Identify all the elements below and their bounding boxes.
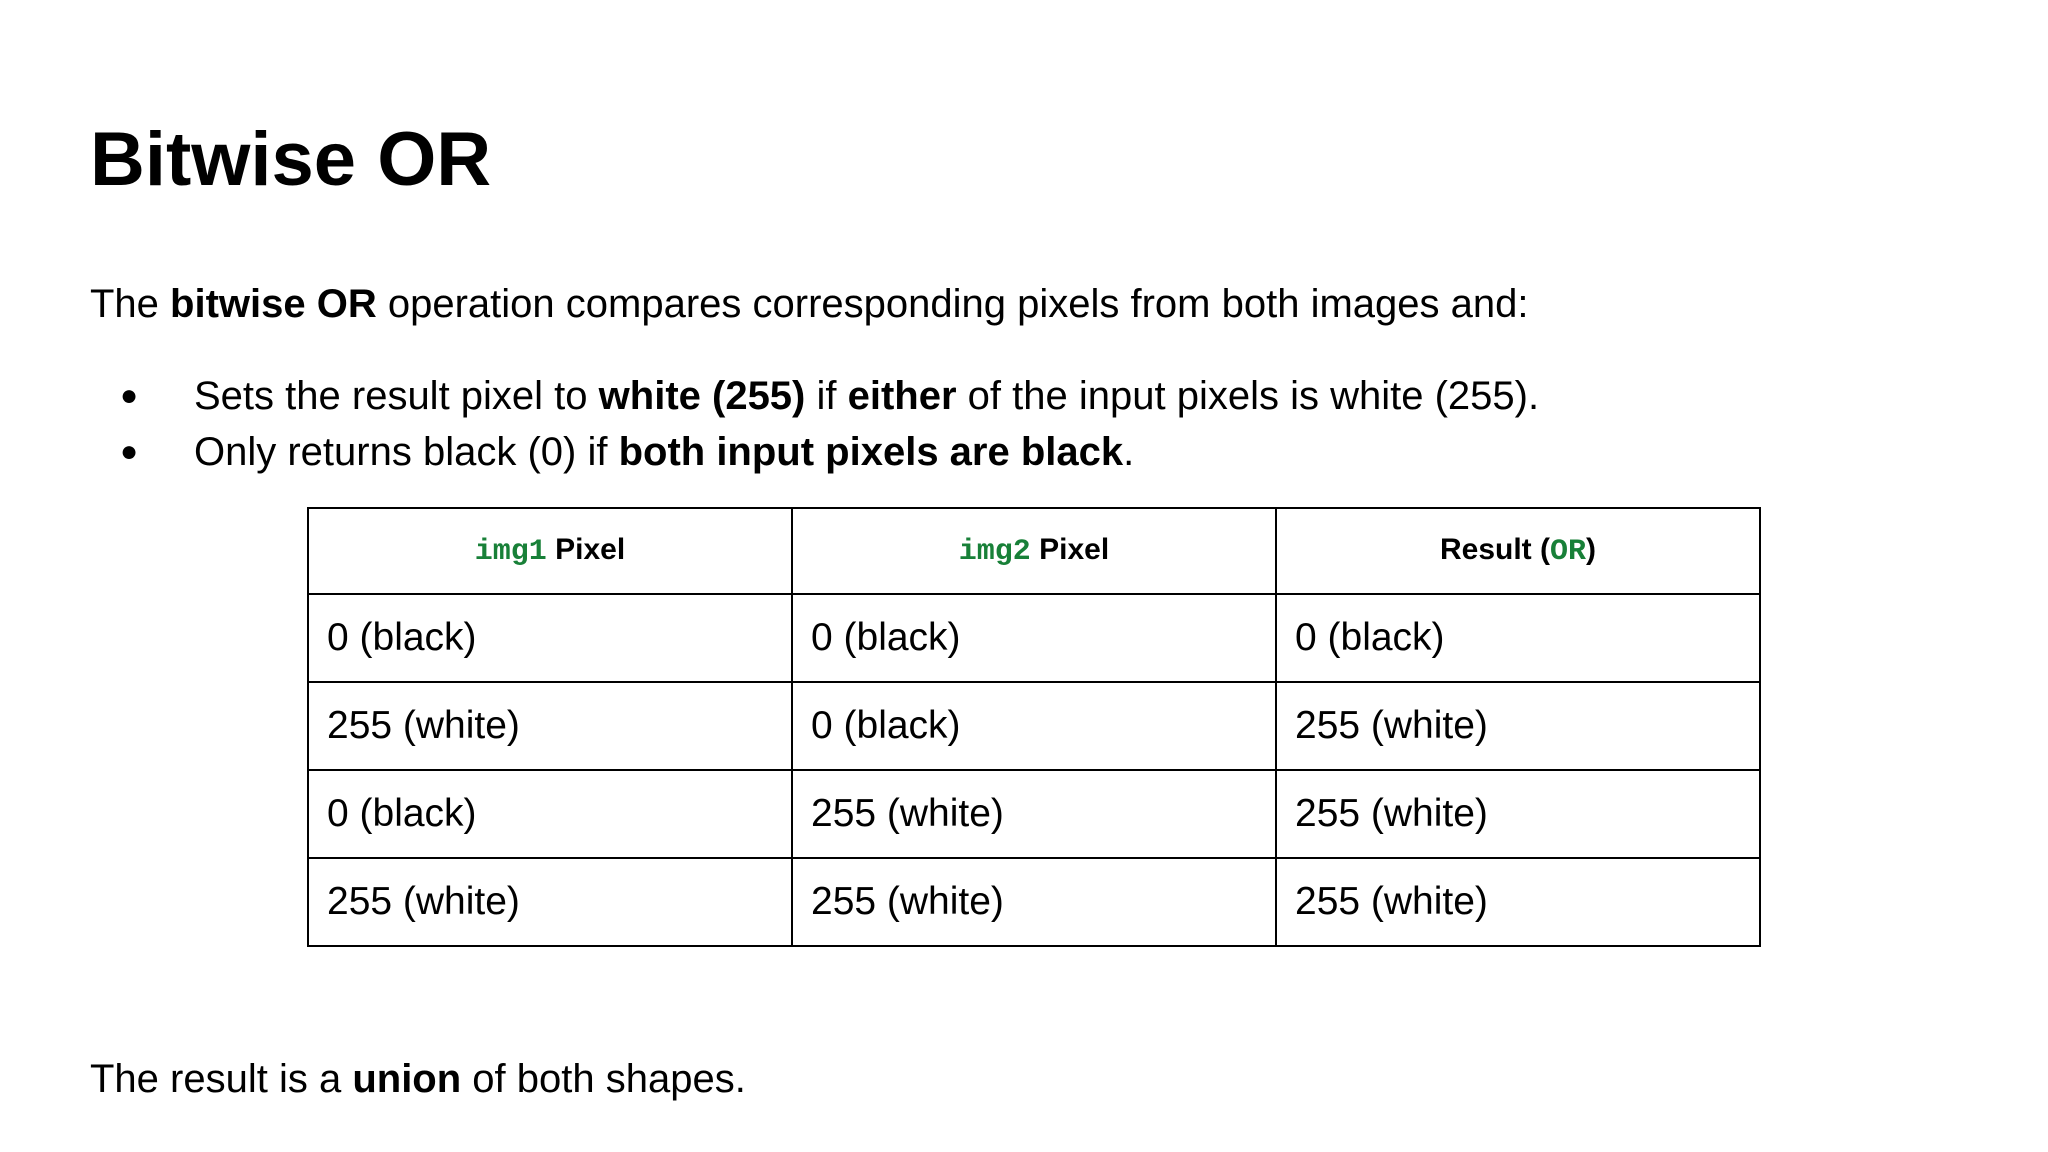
table-cell-img2: 255 (white) (792, 770, 1276, 858)
bullet-1-text-3: of the input pixels is white (255). (956, 374, 1540, 418)
table-cell-result: 0 (black) (1276, 594, 1760, 682)
bullet-dot-icon: ● (120, 435, 139, 468)
table-row (308, 770, 1760, 858)
bullet-1-text-2: if (805, 374, 848, 418)
bullet-dot-icon: ● (120, 379, 139, 412)
table-cell-result: 255 (white) (1276, 682, 1760, 770)
header-result-post: ) (1586, 533, 1597, 566)
bullet-2-text-1: Only returns black (0) if (194, 430, 619, 474)
outro-text-start: The result is a (90, 1057, 353, 1101)
header-img2-label: Pixel (1030, 533, 1110, 566)
header-img1-pixel (308, 508, 792, 594)
bullet-item-black-rule (90, 424, 1539, 480)
header-img2-pixel (792, 508, 1276, 594)
outro-paragraph (90, 1055, 746, 1103)
header-result-pre: Result ( (1439, 533, 1550, 566)
table-header (308, 508, 1760, 594)
table-row (308, 682, 1760, 770)
intro-text-start: The (90, 282, 171, 326)
header-img1-code: img1 (474, 535, 547, 569)
intro-paragraph (90, 280, 1529, 328)
rule-bullet-list (90, 368, 1539, 480)
bullet-1-bold-2: either (847, 374, 957, 418)
table-cell-result: 255 (white) (1276, 858, 1760, 946)
bullet-2-bold-1: both input pixels are black (618, 430, 1124, 474)
bullet-2-text-2: . (1123, 430, 1135, 474)
table-header-row (308, 508, 1760, 594)
table-cell-img1: 0 (black) (308, 594, 792, 682)
header-img1-label: Pixel (546, 533, 626, 566)
table-row (308, 858, 1760, 946)
outro-bold-term: union (352, 1057, 462, 1101)
header-img2-code: img2 (958, 535, 1031, 569)
intro-text-end: operation compares corresponding pixels from both images and: (376, 282, 1529, 326)
table-cell-img1: 255 (white) (308, 858, 792, 946)
table-cell-result: 255 (white) (1276, 770, 1760, 858)
header-result (1276, 508, 1760, 594)
table-cell-img2: 0 (black) (792, 594, 1276, 682)
table-cell-img1: 255 (white) (308, 682, 792, 770)
table-cell-img2: 0 (black) (792, 682, 1276, 770)
or-truth-table (307, 507, 1761, 947)
outro-text-end: of both shapes. (461, 1057, 746, 1101)
intro-bold-term: bitwise OR (170, 282, 377, 326)
table-row (308, 594, 1760, 682)
header-result-code: OR (1550, 535, 1587, 569)
table-cell-img1: 0 (black) (308, 770, 792, 858)
bullet-1-text-1: Sets the result pixel to (194, 374, 599, 418)
table-cell-img2: 255 (white) (792, 858, 1276, 946)
bullet-item-white-rule (90, 368, 1539, 424)
slide-title: Bitwise OR (90, 117, 492, 202)
bullet-1-bold-1: white (255) (598, 374, 806, 418)
table-body (308, 594, 1760, 946)
